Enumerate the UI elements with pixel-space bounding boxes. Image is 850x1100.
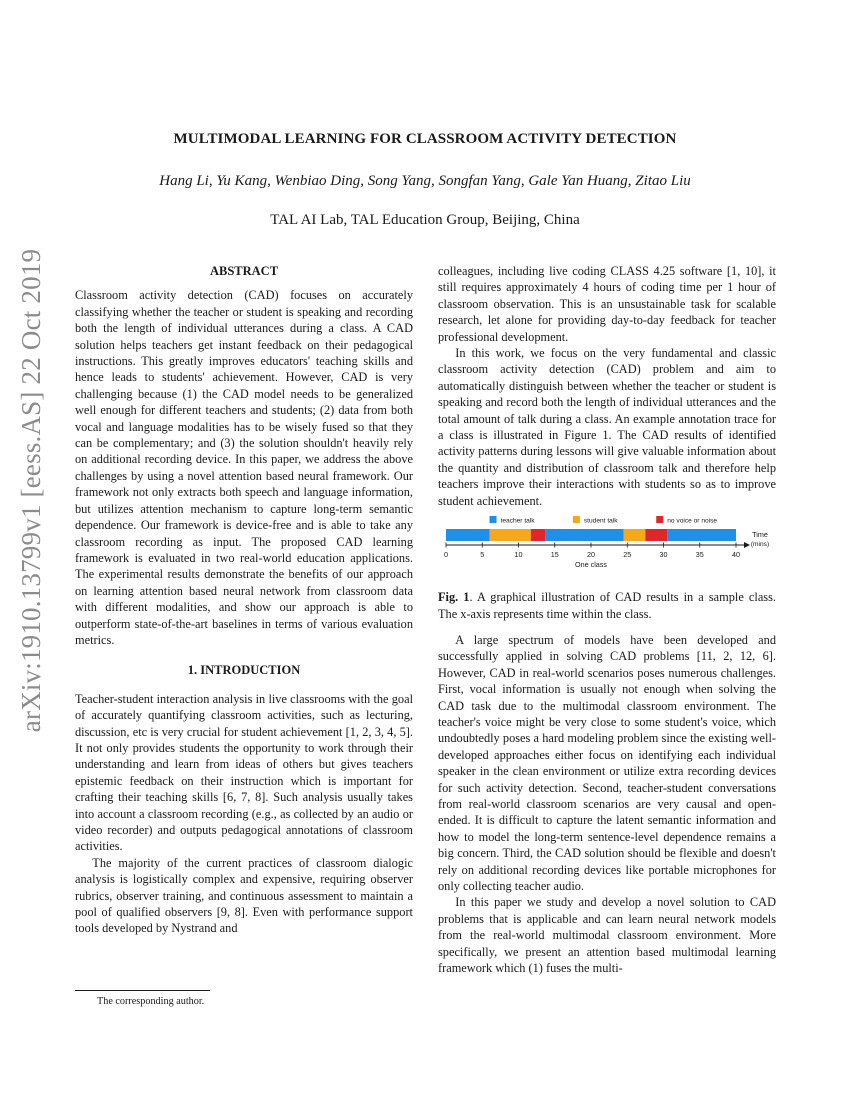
x-tick-label-0: 0 (444, 550, 448, 560)
right-paragraph-1: colleagues, including live coding CLASS 4.25 software [1, 10], it still requires approximately 4 hours of coding time per 1 hour of classroom observation. This is an unsustainable task for scalable research, let alone for providing day-to-day feedback for teacher professional development. (438, 264, 776, 344)
x-tick-label-30: 30 (659, 550, 668, 560)
right-paragraph-4: In this paper we study and develop a novel solution to CAD problems that is applicable and can learn neural network models from the real-world multimodal classroom environment. More specifically, we present an attention based multimodal learning framework which (1) fuses the multi- (438, 895, 776, 976)
axis-label-unit: (mins) (750, 541, 770, 549)
cad-timeline-chart (438, 515, 776, 585)
footnote (75, 990, 413, 1007)
segment-silence-5 (645, 529, 667, 541)
x-axis-title: One class (575, 560, 607, 570)
arxiv-side-identifier (8, 248, 56, 732)
author-list: Hang Li, Yu Kang, Wenbiao Ding, Song Yang, Songfan Yang, Gale Yan Huang, Zitao Liu (159, 173, 691, 189)
intro-paragraph-2: The majority of the current practices of classroom dialogic analysis is logistically complex and expensive, requiring observer rubrics, observer training, and continuous assessment to maintain a pool of qualified observers [9, 8]. Even with performance support tools developed by Nystrand and (75, 855, 413, 936)
segment-silence-2 (531, 529, 546, 541)
paper-title: MULTIMODAL LEARNING FOR CLASSROOM ACTIVITY DETECTION (173, 131, 677, 147)
footnote-rule (75, 990, 210, 991)
x-tick-label-35: 35 (695, 550, 704, 560)
legend-swatch-teacher (490, 516, 497, 523)
legend-label-teacher: teacher talk (500, 517, 535, 525)
segment-teacher-0 (446, 529, 490, 541)
figure-1 (438, 515, 776, 585)
figure-1-caption (438, 589, 776, 622)
right-paragraph-3: A large spectrum of models have been developed and successfully applied in solving CAD problems [11, 2, 12, 6]. However, CAD in real-world scenarios poses numerous challenges. First, vocal information is usually not enough when solving the CAD task due to the multimodal classroom environment. The teacher's voice might be very close to some student's voice, which undoubtedly poses a hard modeling problem since the existing well-developed approaches either focus on identifying each individual speaker in the clean environment or utilize extra recording devices for such activity detection. Second, teacher-student conversations from real-world classroom scenarios are very causal and open-ended. It is difficult to capture the latent semantic information and how to model the long-term sentence-level dependence remains a big concern. Third, the CAD solution should be flexible and doesn't rely on additional recording devices like portable microphones for only collecting teacher audio. (438, 632, 776, 893)
left-column (75, 263, 413, 937)
legend-label-student: student talk (583, 517, 618, 525)
caption-label: Fig. 1 (438, 590, 470, 605)
right-column (438, 263, 776, 976)
caption-text: . A graphical illustration of CAD results in a sample class. The x-axis represents time within the class. (438, 590, 776, 621)
x-tick-label-15: 15 (550, 550, 559, 560)
x-tick-label-5: 5 (480, 550, 485, 560)
legend-swatch-student (573, 516, 580, 523)
x-axis-arrow (744, 542, 750, 548)
arxiv-id-text: arXiv:1910.13799v1 [eess.AS] 22 Oct 2019 (16, 248, 47, 732)
x-tick-label-10: 10 (514, 550, 523, 560)
x-tick-label-20: 20 (587, 550, 595, 560)
introduction-heading: 1. INTRODUCTION (187, 663, 301, 678)
segment-teacher-6 (667, 529, 736, 541)
axis-label-time: Time (752, 530, 768, 540)
segment-student-1 (490, 529, 531, 541)
footnote-text: The corresponding author. (97, 996, 205, 1007)
abstract-heading: ABSTRACT (209, 264, 279, 278)
affiliation: TAL AI Lab, TAL Education Group, Beijing, China (270, 212, 580, 228)
x-tick-label-25: 25 (623, 550, 632, 560)
segment-teacher-3 (545, 529, 623, 541)
right-paragraph-2: In this work, we focus on the very fundamental and classic classroom activity detection (CAD) problem and aim to automatically distinguish between whether the teacher or student is speaking and record both the length of individual utterances and the total amount of talk during a class. An example annotation trace for a class is illustrated in Figure 1. The CAD results of identified activity patterns during lessons will give valuable information about the quantity and distribution of classroom talk and therefore help teachers improve their interactions with students so as to improve student achievement. (438, 346, 776, 508)
segment-student-4 (624, 529, 646, 541)
legend-swatch-silence (656, 516, 663, 523)
abstract-text: Classroom activity detection (CAD) focuses on accurately classifying whether the teacher or student is speaking and recording both the length of individual utterances during a class. A CAD solution helps teachers get instant feedback on their pedagogical instructions. This greatly improves educators' teaching skills and hence leads to students' achievement. However, CAD is very challenging because (1) the CAD model needs to be generalized well enough for different teachers and students; (2) data from both vocal and language modalities has to be wisely fused so that they can be complementary; and (3) the solution shouldn't heavily rely on additional recording device. In this paper, we address the above challenges by using a novel attention based neural framework. Our framework not only extracts both speech and language information, but utilizes attention mechanism to capture long-term semantic dependence. Our framework is device-free and is able to take any classroom recording as input. The proposed CAD learning framework is evaluated in two real-world education applications. The experimental results demonstrate the benefits of our approach on learning attention based neural network from classroom data with different modalities, and show our approach is able to outperform state-of-the-art baselines in terms of various evaluation metrics. (75, 288, 413, 647)
x-tick-label-40: 40 (732, 550, 740, 560)
legend-label-silence: no voice or noise (667, 517, 718, 525)
intro-paragraph-1: Teacher-student interaction analysis in live classrooms with the goal of accurately quantifying classroom activities, such as lecturing, discussion, etc is very crucial for student achievement [1, 2, 3, 4, 5]. It not only provides students the opportunity to work through their understanding and learn from ideas of others but gives teachers epistemic feedback on their instruction which is important for crafting their teaching skills [6, 7, 8]. Such analysis usually takes into account a classroom recording (e.g., as collected by an audio or video recorder) and outputs pedagogical annotations of classroom activities. (75, 691, 413, 854)
